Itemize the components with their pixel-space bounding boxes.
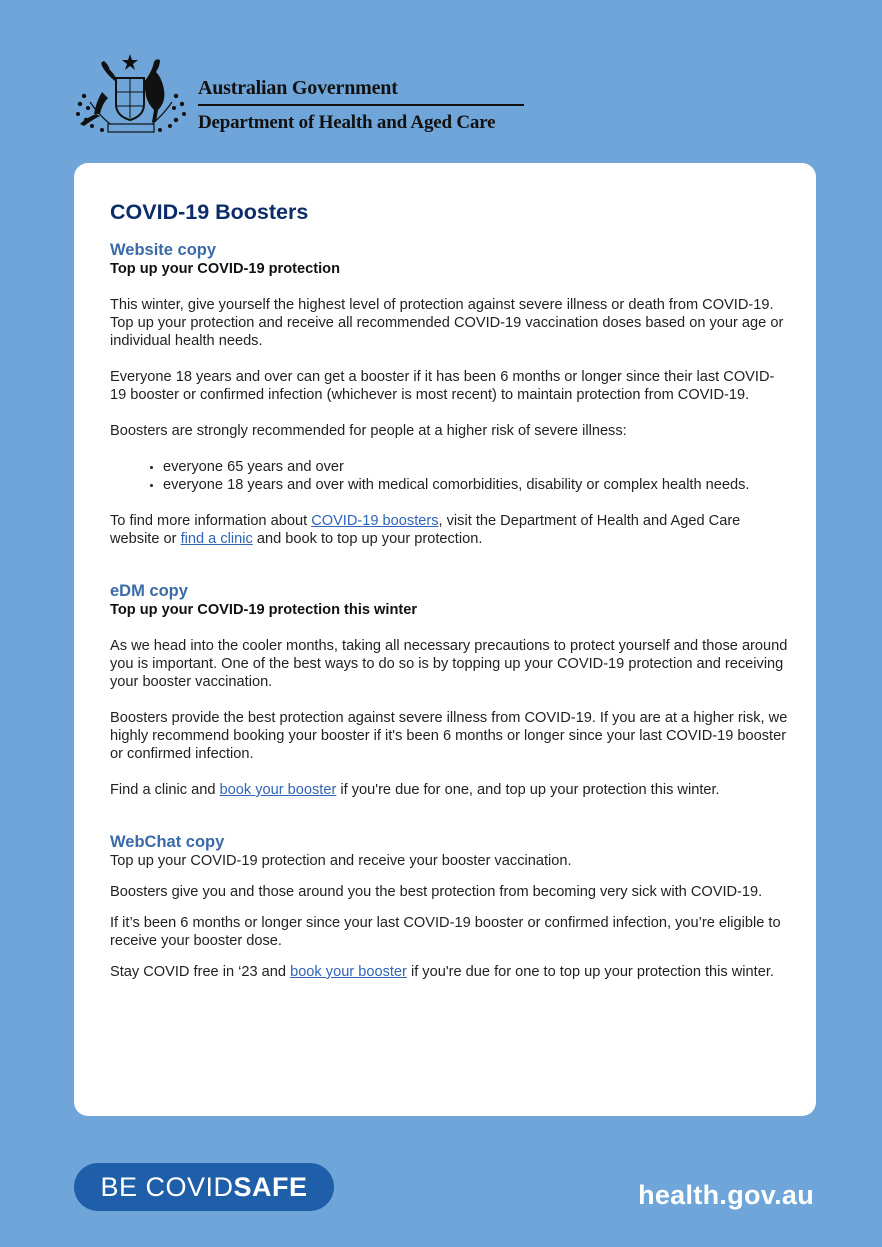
edm-paragraph-2: Boosters provide the best protection against severe illness from COVID-19. If you are at a higher risk, we highly recommend booking your booster if it's been 6 months or longer since your last COVID-19 booster or confirmed infection. bbox=[110, 710, 788, 762]
find-a-clinic-link[interactable]: find a clinic bbox=[180, 531, 253, 547]
coat-of-arms-icon bbox=[72, 52, 190, 140]
website-paragraph-3: Boosters are strongly recommended for people at a higher risk of severe illness: bbox=[110, 423, 627, 439]
edm-paragraph-1: As we head into the cooler months, taking all necessary precautions to protect yourself and those around you is important. One of the best ways to do so is by topping up your COVID-19 protection and receiving your booster vaccination. bbox=[110, 638, 788, 690]
government-name: Australian Government bbox=[198, 77, 398, 99]
document-body bbox=[110, 199, 790, 981]
be-covidsafe-badge: BE COVIDSAFE bbox=[74, 1163, 334, 1211]
book-your-booster-link[interactable]: book your booster bbox=[290, 964, 407, 980]
webchat-paragraph-1: Top up your COVID-19 protection and receive your booster vaccination. bbox=[110, 853, 572, 869]
content-card bbox=[74, 163, 816, 1116]
list-item: • everyone 65 years and over bbox=[163, 458, 790, 476]
section-heading-edm: eDM copy bbox=[110, 582, 188, 600]
covid-boosters-link[interactable]: COVID-19 boosters bbox=[311, 513, 439, 529]
website-subhead: Top up your COVID-19 protection bbox=[110, 261, 340, 277]
department-name: Department of Health and Aged Care bbox=[198, 111, 496, 133]
section-heading-website: Website copy bbox=[110, 241, 217, 259]
webchat-paragraph-4: Stay COVID free in ‘23 and book your booster if you're due for one to top up your protection this winter. bbox=[110, 964, 774, 980]
wordmark-divider bbox=[198, 104, 524, 106]
book-your-booster-link[interactable]: book your booster bbox=[219, 782, 337, 798]
edm-subhead: Top up your COVID-19 protection this winter bbox=[110, 602, 418, 618]
footer-website-url: health.gov.au bbox=[638, 1180, 814, 1210]
page-header bbox=[72, 50, 542, 142]
risk-group-list bbox=[110, 458, 790, 494]
website-paragraph-4: To find more information about COVID-19 boosters, visit the Department of Health and Aged Care website or find a clinic and book to top up your protection. bbox=[110, 513, 741, 547]
edm-paragraph-3: Find a clinic and book your booster if you're due for one, and top up your protection this winter. bbox=[110, 782, 720, 798]
government-wordmark bbox=[198, 76, 528, 134]
webchat-paragraph-3: If it’s been 6 months or longer since your last COVID-19 booster or confirmed infection, you’re eligible to receive your booster dose. bbox=[110, 915, 781, 949]
section-heading-webchat: WebChat copy bbox=[110, 833, 225, 851]
website-paragraph-1: This winter, give yourself the highest level of protection against severe illness or death from COVID-19. Top up your protection and receive all recommended COVID-19 vaccination doses based on your age or individual health needs. bbox=[110, 297, 784, 349]
webchat-paragraph-2: Boosters give you and those around you the best protection from becoming very sick with COVID-19. bbox=[110, 884, 763, 900]
list-item: • everyone 18 years and over with medical comorbidities, disability or complex health needs. bbox=[163, 476, 790, 494]
page-title: COVID-19 Boosters bbox=[110, 200, 309, 224]
website-paragraph-2: Everyone 18 years and over can get a booster if it has been 6 months or longer since their last COVID-19 booster or confirmed infection (whichever is most recent) to maintain protection from COVID-19. bbox=[110, 369, 775, 403]
